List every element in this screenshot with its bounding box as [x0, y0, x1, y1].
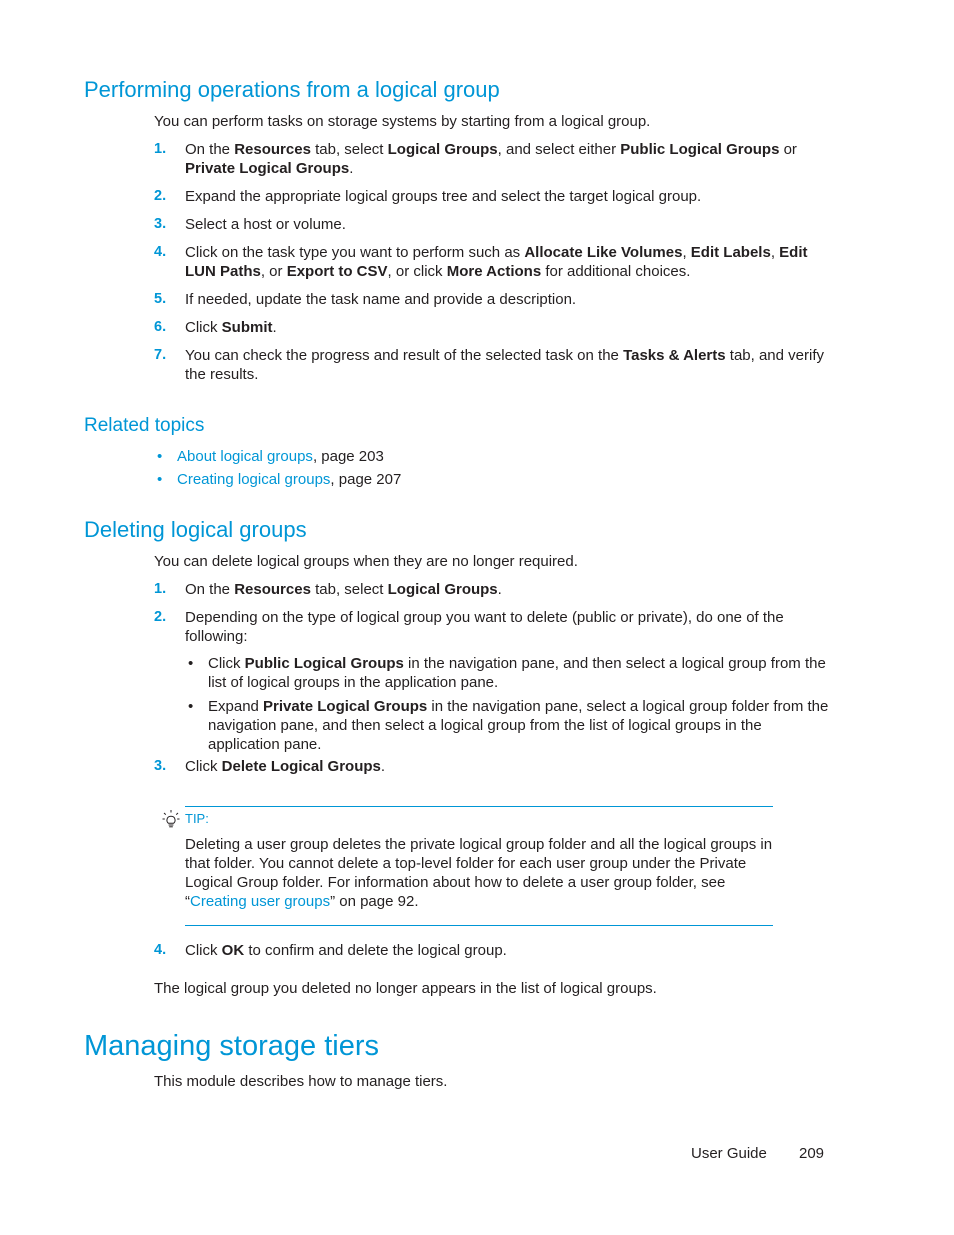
page-number: 209: [799, 1145, 825, 1162]
step-text: [185, 187, 835, 206]
closing-paragraph: The logical group you deleted no longer appears in the list of logical groups.: [154, 980, 657, 997]
text-run: .: [380, 758, 386, 775]
text-run: If needed, update the task name and provide a description.: [185, 291, 577, 308]
text-run: or: [779, 141, 797, 158]
step-text: [185, 941, 835, 960]
sub-bullet-text: [208, 654, 834, 692]
step-number: 4.: [154, 942, 167, 958]
text-run: On the: [185, 581, 235, 598]
text-run: Click: [185, 942, 222, 959]
text-run: On the: [185, 141, 235, 158]
text-run: in the navigation pane, and then select a logical group from the list of logical groups in the application pane.: [208, 655, 826, 691]
section-heading-deleting-logical-groups: Deleting logical groups: [84, 517, 307, 542]
section-heading-performing-operations: Performing operations from a logical group: [84, 77, 500, 102]
ui-term: Resources: [234, 581, 311, 598]
ui-term: Tasks & Alerts: [623, 347, 726, 364]
tip-text-before: Deleting a user group deletes the private logical group folder and all the logical groups in that folder. You cannot delete a top-level folder for each user group under the Private Logical Group folder. For information about how to delete a user group folder, see “: [185, 836, 773, 910]
text-run: Expand the appropriate logical groups tree and select the target logical group.: [185, 188, 702, 205]
text-run: .: [349, 160, 354, 177]
text-run: Depending on the type of logical group you want to delete (public or private), do one of the following:: [185, 609, 784, 645]
chapter-heading-managing-storage-tiers: Managing storage tiers: [84, 1030, 379, 1062]
bullet: •: [188, 698, 194, 715]
text-run: , or click: [387, 263, 447, 280]
section-intro: You can delete logical groups when they are no longer required.: [154, 553, 578, 570]
step-number: 2.: [154, 609, 167, 625]
step-text: [185, 318, 835, 337]
text-run: in the navigation pane, select a logical group folder from the navigation pane, and then select a logical group from the list of logical groups in the application pane.: [208, 698, 829, 753]
tip-text-after: ” on page 92.: [330, 893, 419, 910]
text-run: You can check the progress and result of the selected task on the: [185, 347, 624, 364]
tip-bottom-rule: [185, 925, 773, 926]
text-run: Click: [185, 319, 222, 336]
page-ref: , page 207: [330, 471, 402, 488]
section-intro: You can perform tasks on storage systems by starting from a logical group.: [154, 113, 651, 130]
link-creating-user-groups[interactable]: Creating user groups: [190, 893, 331, 910]
ui-term: Private Logical Groups: [185, 160, 350, 177]
page-ref: , page 203: [312, 448, 384, 465]
section-intro: This module describes how to manage tiers.: [154, 1073, 448, 1090]
step-number: 7.: [154, 347, 167, 363]
bullet: •: [157, 448, 163, 465]
ui-term: Public Logical Groups: [244, 655, 404, 672]
step-text: [185, 757, 835, 776]
text-run: .: [272, 319, 277, 336]
step-text: [185, 290, 835, 309]
step-number: 1.: [154, 141, 167, 157]
tip-text: [185, 835, 777, 911]
sub-bullet-text: [208, 697, 834, 754]
text-run: for additional choices.: [541, 263, 691, 280]
tip-label: TIP:: [185, 811, 209, 826]
step-number: 3.: [154, 216, 167, 232]
text-run: to confirm and delete the logical group.: [244, 942, 507, 959]
tip-top-rule: [185, 806, 773, 807]
text-run: ,: [682, 244, 691, 261]
link-creating-logical-groups[interactable]: Creating logical groups: [177, 471, 331, 488]
text-run: Click: [208, 655, 245, 672]
text-run: ,: [770, 244, 780, 261]
ui-term: Allocate Like Volumes: [524, 244, 683, 261]
related-item: [177, 470, 401, 489]
step-text: [185, 580, 835, 599]
step-text: [185, 215, 835, 234]
step-number: 5.: [154, 291, 167, 307]
text-run: Select a host or volume.: [185, 216, 346, 233]
step-number: 6.: [154, 319, 167, 335]
ui-term: Delete Logical Groups: [221, 758, 381, 775]
ui-term: Submit: [221, 319, 273, 336]
ui-term: Logical Groups: [387, 141, 498, 158]
bullet: •: [188, 655, 194, 672]
bullet: •: [157, 471, 163, 488]
step-text: [185, 140, 835, 178]
step-text: [185, 608, 835, 646]
ui-term: Logical Groups: [387, 581, 498, 598]
ui-term: Private Logical Groups: [263, 698, 428, 715]
ui-term: OK: [221, 942, 245, 959]
ui-term: Export to CSV: [286, 263, 388, 280]
text-run: .: [497, 581, 502, 598]
ui-term: Edit Labels: [690, 244, 771, 261]
step-number: 4.: [154, 244, 167, 260]
related-topics-heading: Related topics: [84, 415, 205, 436]
step-text: [185, 346, 835, 384]
text-run: , or: [260, 263, 287, 280]
ui-term: Edit LUN Paths: [185, 244, 808, 280]
ui-term: Resources: [234, 141, 311, 158]
ui-term: Public Logical Groups: [620, 141, 780, 158]
step-text: [185, 243, 835, 281]
text-run: tab, select: [310, 581, 388, 598]
step-number: 2.: [154, 188, 167, 204]
ui-term: More Actions: [446, 263, 542, 280]
footer-guide-title: User Guide: [691, 1145, 767, 1162]
step-number: 1.: [154, 581, 167, 597]
text-run: , and select either: [497, 141, 621, 158]
link-about-logical-groups[interactable]: About logical groups: [177, 448, 313, 465]
step-number: 3.: [154, 758, 167, 774]
text-run: Expand: [208, 698, 264, 715]
lightbulb-icon: [162, 809, 180, 829]
text-run: tab, select: [310, 141, 388, 158]
related-item: [177, 447, 384, 466]
text-run: Click: [185, 758, 222, 775]
text-run: tab, and verify the results.: [185, 347, 824, 383]
text-run: Click on the task type you want to perform such as: [185, 244, 525, 261]
